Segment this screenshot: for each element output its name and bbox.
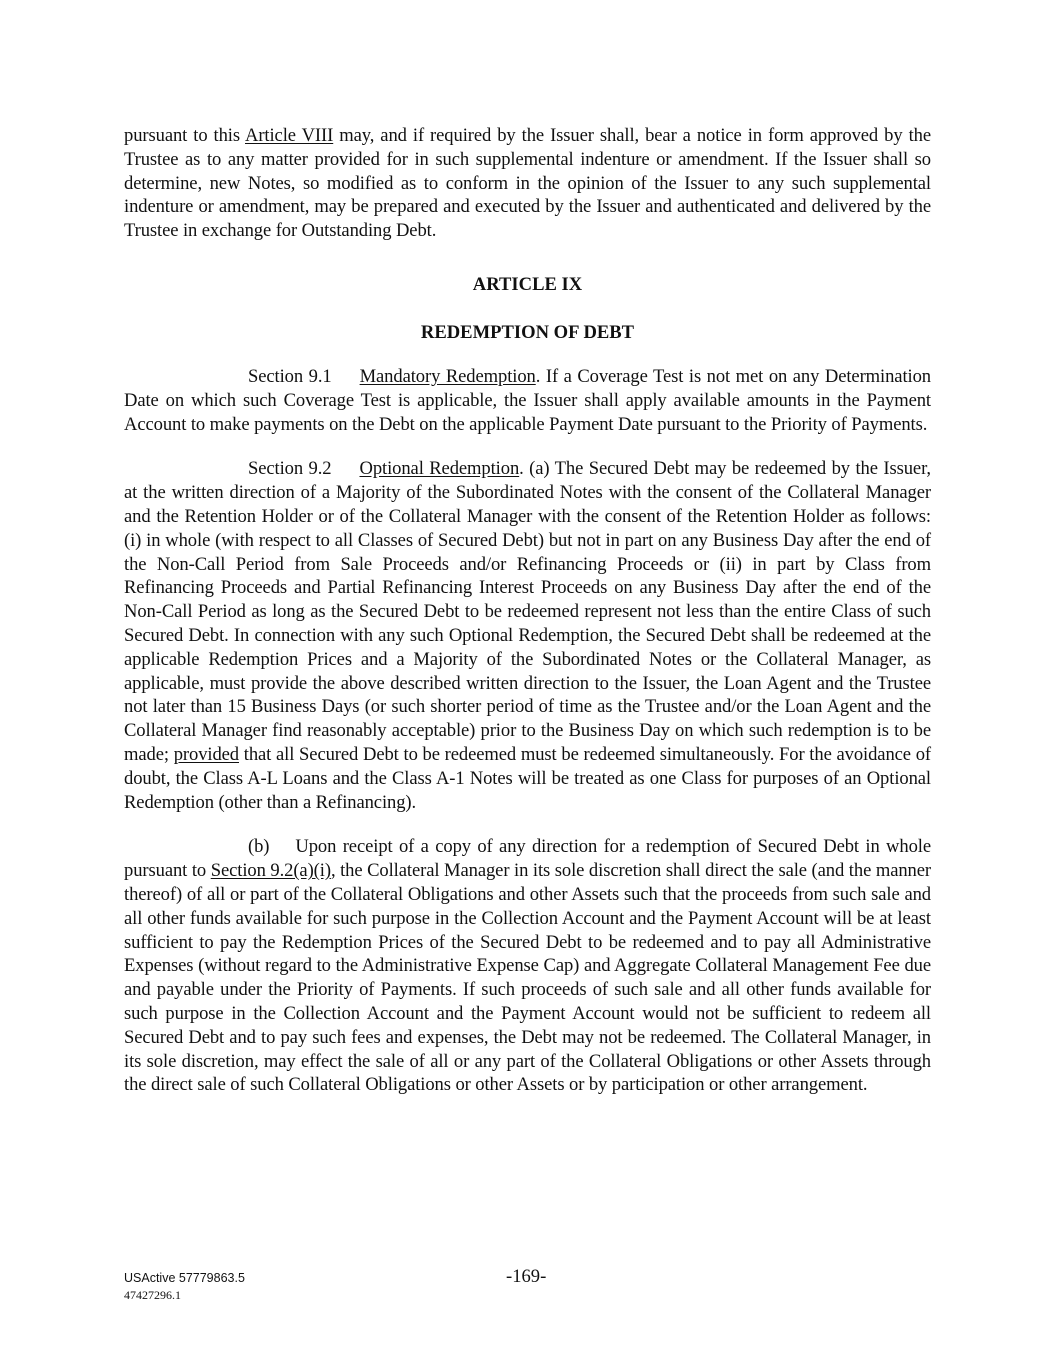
footer-doc-id: USActive 57779863.5 <box>124 1271 245 1285</box>
section-9-2b-text-1: Upon receipt of a copy of any direction for a redemption of Secured Debt in whole pursuant to <box>124 836 931 882</box>
section-9-1-heading: Mandatory Redemption <box>359 365 536 387</box>
section-9-2b-text-2: , the Collateral Manager in its sole discretion shall direct the sale (and the manner thereof) of all or part of the Collateral Obligations and other Assets such that the proceeds from such sale and all other funds available for such purpose in the Collection Account and the Payment Account will be at least sufficient to pay the Redemption Prices of the Secured Debt to be redeemed and to pay all Administrative Expenses (without regard to the Administrative Expense Cap) and Aggregate Collateral Management Fee due and payable under the Priority of Payments. If such proceeds of such sale and all other funds available for such purpose in the Collection Account and the Payment Account would not be sufficient to redeem all Secured Debt and to pay such fees and expenses, the Debt may not be redeemed. The Collateral Manager, in its sole discretion, may effect the sale of all or any part of the Collateral Obligations or other Assets through the direct sale of such Collateral Obligations or other Assets or by participation or other arrangement. <box>124 860 931 1096</box>
intro-text-pre: pursuant to this <box>124 125 245 146</box>
section-9-2a-paragraph <box>124 457 931 814</box>
article-number: ARTICLE IX <box>472 273 583 295</box>
section-9-2b-paragraph <box>124 835 931 1097</box>
section-9-2a-text-2: that all Secured Debt to be redeemed must be redeemed simultaneously. For the avoidance of doubt, the Class A-L Loans and the Class A-1 Notes will be treated as one Class for purposes of an Optional Redemption (other than a Refinancing). <box>124 743 932 813</box>
section-9-2b-label: (b) <box>248 836 270 858</box>
document-page <box>124 124 931 1097</box>
section-9-2-a-i-link[interactable]: Section 9.2(a)(i) <box>210 860 331 882</box>
intro-text-post: may, and if required by the Issuer shall, bear a notice in form approved by the Trustee as to any matter provided for in such supplemental indenture or amendment. If the Issuer shall so determine, new Notes, so modified as to conform in the opinion of the Issuer to any such supplemental indenture or amendment, may be prepared and executed by the Issuer and authenticated and delivered by the Trustee in exchange for Outstanding Debt. <box>124 125 931 242</box>
section-9-1-paragraph <box>124 365 931 436</box>
section-9-2a-text-1: . (a) The Secured Debt may be redeemed by the Issuer, at the written direction of a Majority of the Subordinated Notes with the consent of the Collateral Manager and the Retention Holder or of the Collateral Manager with the consent of the Retention Holder as follows: (i) in whole (with respect to all Classes of Secured Debt) but not in part on any Business Day after the end of the Non-Call Period from Sale Proceeds and/or Refinancing Proceeds or (ii) in part by Class from Refinancing Proceeds and Partial Refinancing Interest Proceeds on any Business Day after the end of the Non-Call Period as long as the Secured Debt to be redeemed represent not less than the entire Class of such Secured Debt. In connection with any such Optional Redemption, the Secured Debt shall be redeemed at the applicable Redemption Prices and a Majority of the Subordinated Notes or the Collateral Manager, as applicable, must provide the above described written direction to the Issuer, the Loan Agent and the Trustee not later than 15 Business Days (or such shorter period of time as the Trustee and/or the Loan Agent and the Collateral Manager find reasonably acceptable) prior to the Business Day on which such redemption is to be made; <box>124 458 931 765</box>
article-title: REDEMPTION OF DEBT <box>420 321 635 343</box>
section-9-2-label: Section 9.2 <box>248 458 332 480</box>
section-9-1-label: Section 9.1 <box>248 365 332 387</box>
section-9-1-text: . If a Coverage Test is not met on any Determination Date on which such Coverage Test is applicable, the Issuer shall apply available amounts in the Payment Account to make payments on the Debt on the applicable Payment Date pursuant to the Priority of Payments. <box>124 365 931 435</box>
intro-paragraph <box>124 124 931 243</box>
footer-sub-id: 47427296.1 <box>124 1288 181 1302</box>
provided-term: provided <box>173 743 239 765</box>
article-viii-link[interactable]: Article VIII <box>245 125 334 146</box>
section-9-2-heading: Optional Redemption <box>359 458 520 480</box>
page-number: -169- <box>506 1266 547 1287</box>
